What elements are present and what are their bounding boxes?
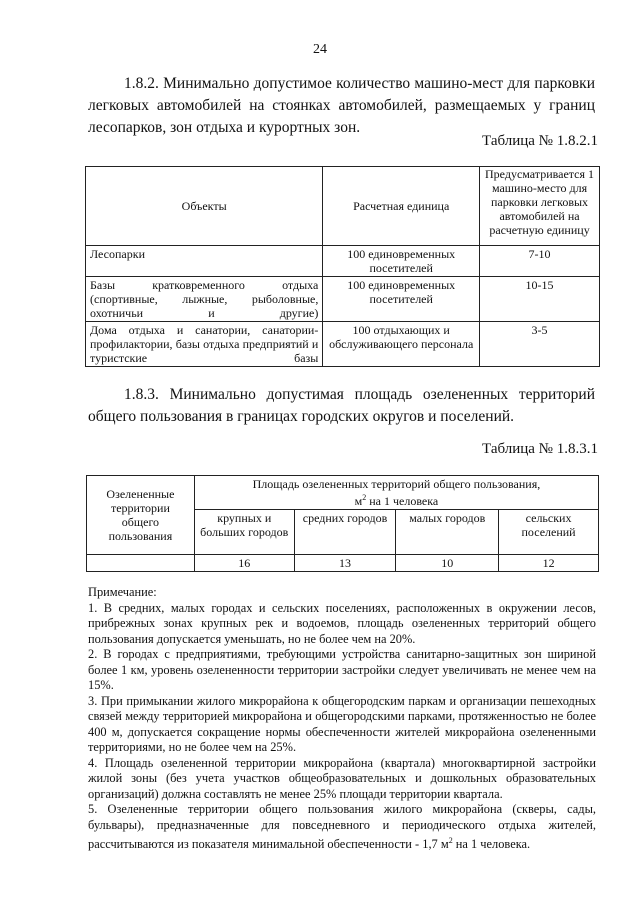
note-item: 3. При примыкании жилого микрорайона к общегородским паркам и организации пешеходных связей между территорией микрорайона и общегородскими парками, протяженностью не более 400 м, допускается сокращение нормы обеспеченности жителей микрорайона озелененными территориями, но не более чем на 25%. — [88, 693, 596, 754]
table-row-unit: 100 единовременных посетителей — [323, 246, 480, 277]
notes-title: Примечание: — [88, 585, 157, 599]
header-objects: Объекты — [86, 167, 323, 246]
table-row-value: 10-15 — [480, 277, 600, 322]
value-small-cities: 10 — [396, 555, 499, 572]
section-1-8-3-text: 1.8.3. Минимально допустимая площадь озелененных территорий общего пользования в границах городских округов и поселений. — [88, 386, 595, 425]
section-1-8-2-text: 1.8.2. Минимально допустимое количество машино-мест для парковки легковых автомобилей на стоянках автомобилей, размещаемых у границ лесопарков, зон отдыха и курортных зон. — [88, 75, 595, 136]
column-medium-cities: средних городов — [294, 510, 396, 555]
table-caption-1-8-3-1: Таблица № 1.8.3.1 — [482, 441, 598, 457]
value-rural-settlements: 12 — [499, 555, 599, 572]
note-item: 4. Площадь озелененной территории микрорайона (квартала) многоквартирной застройки жилой зоны (без учета участков общеобразовательных и дошкольных образовательных организаций) должна составлять не менее 25% площади территории квартала. — [88, 755, 596, 801]
table-row-value: 3-5 — [480, 322, 600, 367]
table-row-unit: 100 отдыхающих и обслуживающего персонала — [323, 322, 480, 367]
table-row-object: Базы кратковременного отдыха (спортивные, лыжные, рыболовные, охотничьи и другие) — [86, 277, 323, 322]
note-item: 1. В средних, малых городах и сельских поселениях, расположенных в окружении лесов, прибрежных зонах крупных рек и водоемов, площадь озелененных территорий общего пользования допускается уменьшать, но не более чем на 20%. — [88, 600, 596, 646]
table-caption-1-8-2-1: Таблица № 1.8.2.1 — [482, 133, 598, 149]
value-medium-cities: 13 — [294, 555, 396, 572]
note-item: 5. Озелененные территории общего пользования жилого микрорайона (скверы, сады, бульвары), предназначенные для повседневного и периодического отдыха жителей, рассчитываются из показателя минимальной обеспеченности - 1,7 $м^2$ на 1 человека. — [88, 802, 596, 852]
header-unit: Расчетная единица — [323, 167, 480, 246]
notes — [88, 585, 596, 853]
table-row-object: Лесопарки — [86, 246, 323, 277]
empty-cell — [87, 555, 195, 572]
table-row-value: 7-10 — [480, 246, 600, 277]
group-header-line1: Площадь озелененных территорий общего пользования, — [252, 477, 541, 491]
column-rural-settlements: сельских поселений — [499, 510, 599, 555]
note-item: 2. В городах с предприятиями, требующими устройства санитарно-защитных зон шириной более 1 км, уровень озелененности территории застройки следует увеличивать не менее чем на 15%. — [88, 647, 596, 692]
green-area-table — [86, 475, 599, 572]
column-large-cities: крупных и больших городов — [194, 510, 294, 555]
group-header-area — [194, 476, 598, 510]
row-header-green-territories: Озелененные территории общего пользования — [87, 476, 195, 555]
header-parking: Предусматривается 1 машино-место для парковки легковых автомобилей на расчетную единицу — [480, 167, 600, 246]
parking-table — [85, 166, 600, 367]
value-large-cities: 16 — [194, 555, 294, 572]
page-number: 24 — [313, 42, 327, 57]
group-header-line2: $м^2$ на 1 человека — [354, 493, 439, 508]
table-row-object: Дома отдыха и санатории, санатории-профилактории, базы отдыха предприятий и туристские базы — [86, 322, 323, 367]
column-small-cities: малых городов — [396, 510, 499, 555]
table-row-unit: 100 единовременных посетителей — [323, 277, 480, 322]
